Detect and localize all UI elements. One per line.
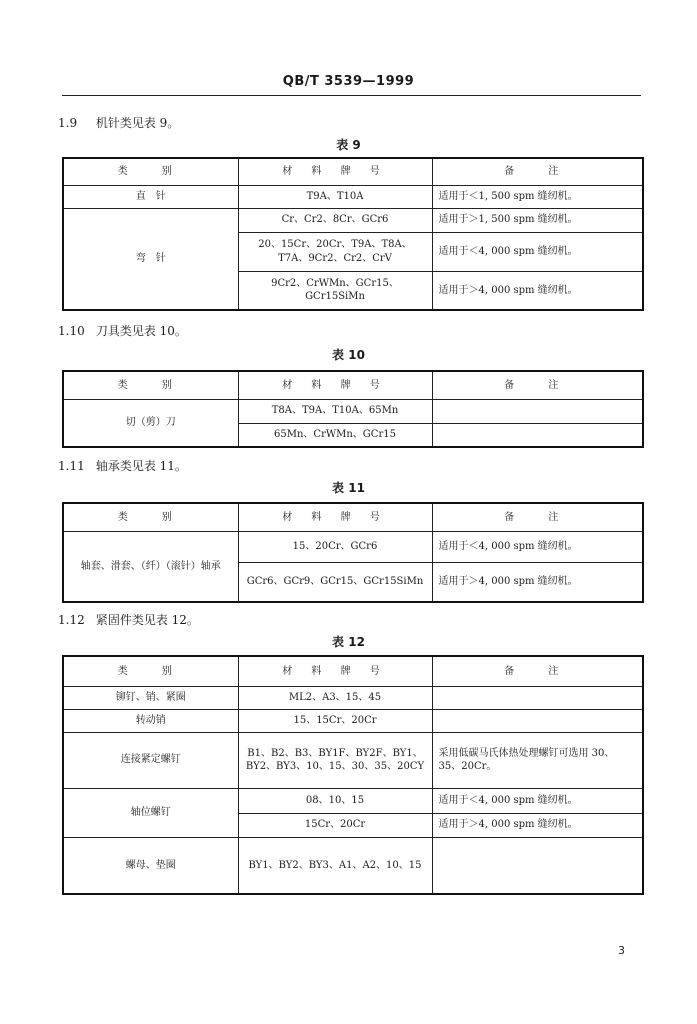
- section-text: 紧固件类见表 12。: [95, 613, 199, 627]
- table-cell-note: [432, 686, 643, 709]
- table-10: [62, 370, 644, 448]
- table-cell-material: 65Mn、CrWMn、GCr15: [238, 423, 432, 447]
- table-cell-material: BY1、BY2、BY3、A1、A2、10、15: [238, 837, 432, 894]
- column-header-category: 类 别: [63, 158, 238, 185]
- table-cell-material: T9A、T10A: [238, 185, 432, 208]
- table-cell-material: 15Cr、20Cr: [238, 813, 432, 837]
- table-cell-note: [432, 709, 643, 732]
- table-cell-note: 适用于＜4, 000 spm 缝纫机。: [432, 531, 643, 562]
- table-cell-note: 适用于＜4, 000 spm 缝纫机。: [432, 788, 643, 813]
- column-header-material: 材 料 牌 号: [238, 656, 432, 686]
- table-cell-category: 连接紧定螺钉: [63, 732, 238, 788]
- section-1-10: [58, 322, 187, 339]
- table-cell-material: 15、15Cr、20Cr: [238, 709, 432, 732]
- table-10-caption: 表 10: [332, 348, 365, 362]
- section-1-11: [58, 457, 187, 474]
- document-header-code: QB/T 3539—1999: [282, 74, 415, 89]
- section-1-12: [58, 611, 199, 628]
- table-cell-note: [432, 399, 643, 423]
- table-cell-note: 适用于＞4, 000 spm 缝纫机。: [432, 562, 643, 602]
- table-11-caption: 表 11: [332, 481, 365, 495]
- table-cell-note: 采用低碳马氏体热处理螺钉可选用 30、35、20Cr。: [432, 732, 643, 788]
- section-number: 1.9: [58, 116, 78, 130]
- table-9: [62, 157, 644, 311]
- section-number: 1.10: [58, 324, 85, 338]
- section-number: 1.11: [58, 459, 85, 473]
- table-cell-category: 转动销: [63, 709, 238, 732]
- column-header-category: 类 别: [63, 371, 238, 399]
- table-cell-material: 15、20Cr、GCr6: [238, 531, 432, 562]
- table-cell-category: 轴套、滑套、（纤）（滚针）轴承: [63, 531, 238, 602]
- header-rule: [62, 95, 641, 96]
- table-cell-category: 轴位螺钉: [63, 788, 238, 837]
- column-header-category: 类 别: [63, 503, 238, 531]
- section-text: 刀具类见表 10。: [95, 324, 187, 338]
- table-cell-note: [432, 837, 643, 894]
- column-header-category: 类 别: [63, 656, 238, 686]
- table-cell-note: 适用于＜4, 000 spm 缝纫机。: [432, 232, 643, 271]
- table-11: [62, 502, 644, 603]
- column-header-note: 备 注: [432, 656, 643, 686]
- table-cell-material: 9Cr2、CrWMn、GCr15、GCr15SiMn: [238, 271, 432, 310]
- table-cell-material: 20、15Cr、20Cr、T9A、T8A、T7A、9Cr2、Cr2、CrV: [238, 232, 432, 271]
- section-text: 机针类见表 9。: [95, 116, 180, 130]
- table-12-caption: 表 12: [332, 635, 365, 649]
- table-cell-category: 直 针: [63, 185, 238, 208]
- table-cell-note: 适用于＞4, 000 spm 缝纫机。: [432, 271, 643, 310]
- column-header-material: 材 料 牌 号: [238, 371, 432, 399]
- table-cell-material: Cr、Cr2、8Cr、GCr6: [238, 208, 432, 232]
- column-header-note: 备 注: [432, 503, 643, 531]
- table-12: [62, 655, 644, 895]
- section-text: 轴承类见表 11。: [95, 459, 187, 473]
- table-cell-note: 适用于＜1, 500 spm 缝纫机。: [432, 185, 643, 208]
- table-cell-material: GCr6、GCr9、GCr15、GCr15SiMn: [238, 562, 432, 602]
- column-header-material: 材 料 牌 号: [238, 158, 432, 185]
- column-header-material: 材 料 牌 号: [238, 503, 432, 531]
- table-9-caption: 表 9: [336, 138, 361, 152]
- table-cell-category: 弯 针: [63, 208, 238, 310]
- table-cell-material: T8A、T9A、T10A、65Mn: [238, 399, 432, 423]
- table-cell-category: 切（剪）刀: [63, 399, 238, 447]
- table-cell-material: ML2、A3、15、45: [238, 686, 432, 709]
- table-cell-material: B1、B2、B3、BY1F、BY2F、BY1、BY2、BY3、10、15、30、35、20CY: [238, 732, 432, 788]
- table-cell-note: 适用于＞4, 000 spm 缝纫机。: [432, 813, 643, 837]
- page-number: 3: [618, 944, 625, 957]
- section-number: 1.12: [58, 613, 85, 627]
- table-cell-note: 适用于＞1, 500 spm 缝纫机。: [432, 208, 643, 232]
- table-cell-note: [432, 423, 643, 447]
- section-1-9: [58, 114, 179, 131]
- table-cell-category: 铆钉、销、紧圈: [63, 686, 238, 709]
- table-cell-category: 螺母、垫圈: [63, 837, 238, 894]
- table-cell-material: 08、10、15: [238, 788, 432, 813]
- column-header-note: 备 注: [432, 158, 643, 185]
- column-header-note: 备 注: [432, 371, 643, 399]
